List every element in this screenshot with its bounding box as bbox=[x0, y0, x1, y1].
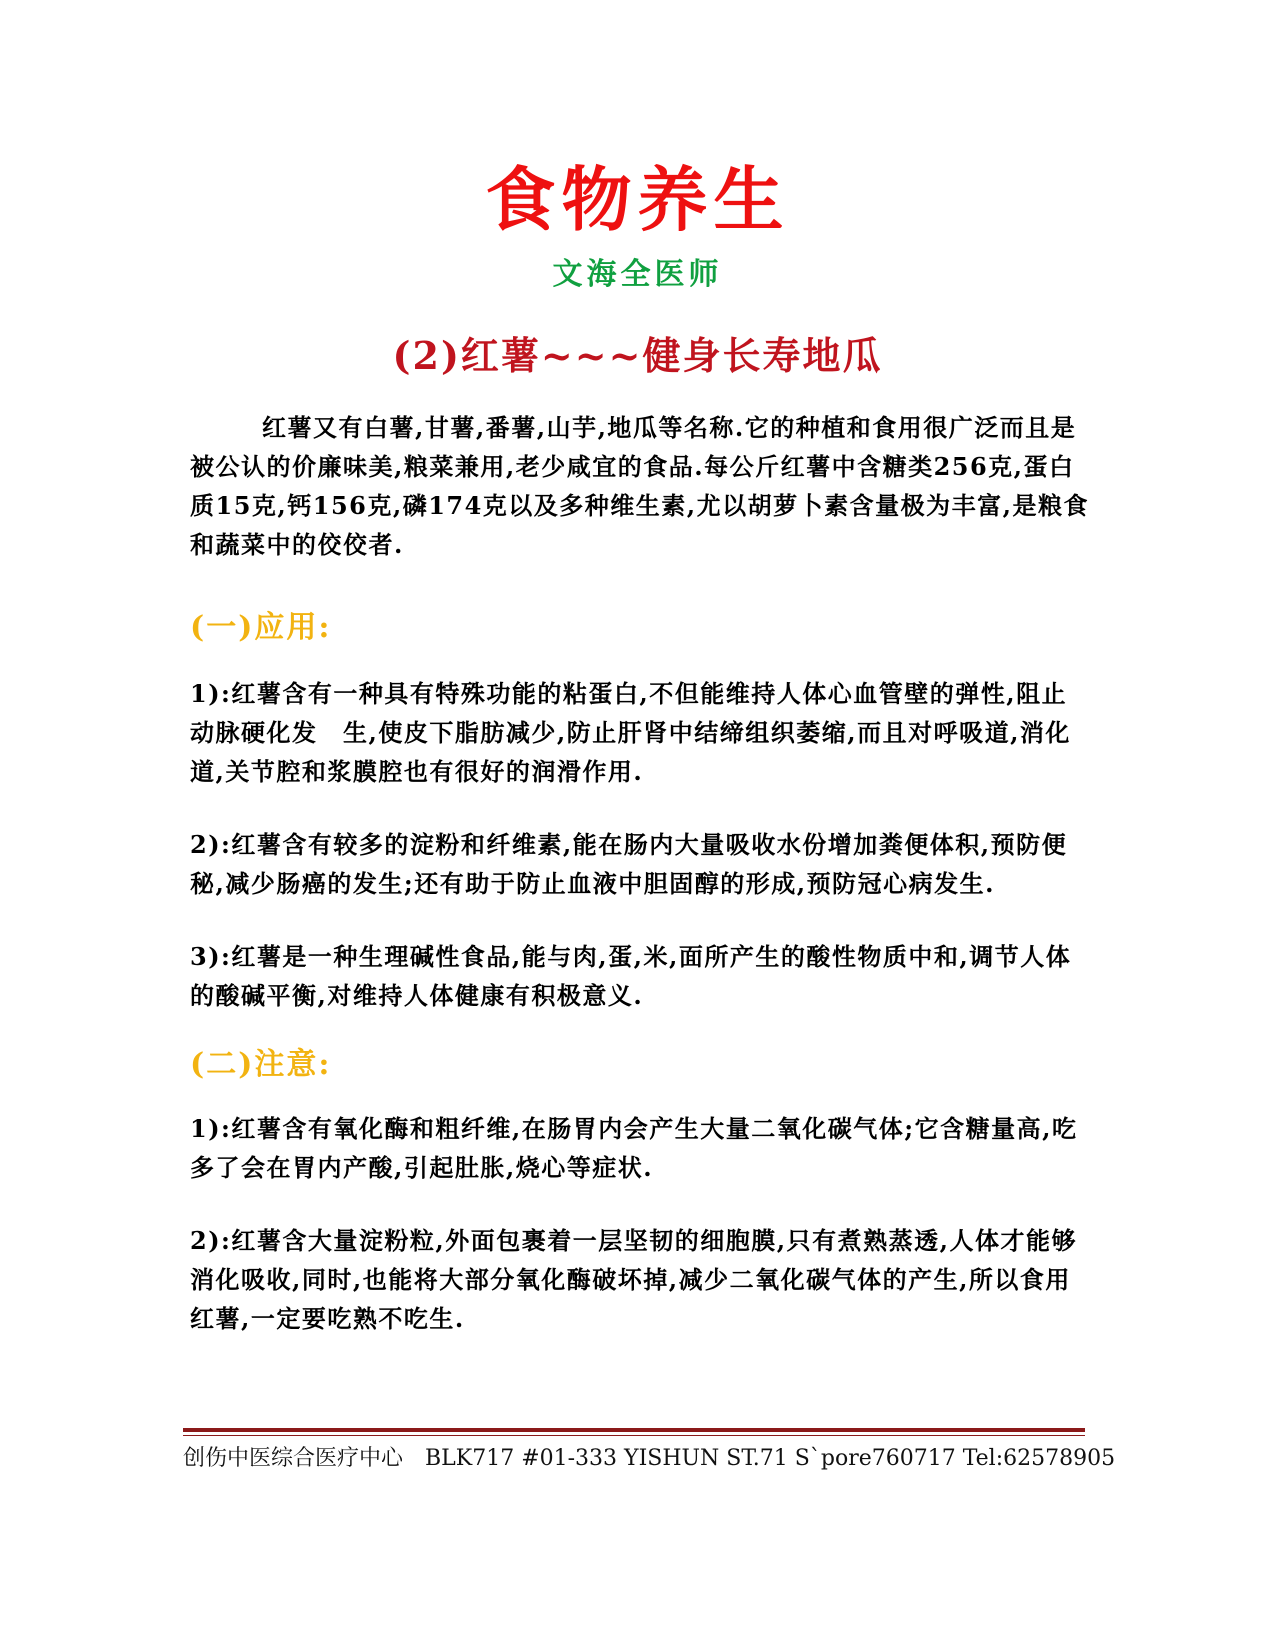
list-item: 1):红薯含有一种具有特殊功能的粘蛋白,不但能维持人体心血管壁的弹性,阻止动脉硬化发 生,使皮下脂肪减少,防止肝肾中结缔组织萎缩,而且对呼吸道,消化道,关节腔和浆膜腔也有很好的润滑作用. bbox=[190, 679, 1071, 786]
list-item: 3):红薯是一种生理碱性食品,能与肉,蛋,米,面所产生的酸性物质中和,调节人体的酸碱平衡,对维持人体健康有积极意义. bbox=[190, 942, 1072, 1010]
footer-divider bbox=[183, 1428, 1085, 1432]
section-heading-caution: (二)注意: bbox=[190, 1047, 332, 1082]
list-item: 2):红薯含有较多的淀粉和纤维素,能在肠内大量吸收水份增加粪便体积,预防便秘,减少肠癌的发生;还有助于防止血液中胆固醇的形成,预防冠心病发生. bbox=[190, 830, 1068, 898]
list-item: 1):红薯含有氧化酶和粗纤维,在肠胃内会产生大量二氧化碳气体;它含糖量高,吃多了会在胃内产酸,引起肚胀,烧心等症状. bbox=[190, 1114, 1078, 1182]
paragraph-gap bbox=[190, 791, 1090, 825]
article-body bbox=[190, 408, 1090, 1338]
article-subtitle: (2)红薯~~~健身长寿地瓜 bbox=[392, 333, 883, 378]
footer-divider-thin bbox=[183, 1435, 1085, 1436]
intro-paragraph: 红薯又有白薯,甘薯,番薯,山芋,地瓜等名称.它的种植和食用很广泛而且是被公认的价廉味美,粮菜兼用,老少咸宜的食品.每公斤红薯中含糖类256克,蛋白质15克,钙156克,磷174克以及多种维生素,尤以胡萝卜素含量极为丰富,是粮食和蔬菜中的佼佼者. bbox=[190, 413, 1090, 559]
list-item: 2):红薯含大量淀粉粒,外面包裹着一层坚韧的细胞膜,只有煮熟蒸透,人体才能够消化吸收,同时,也能将大部分氧化酶破坏掉,减少二氧化碳气体的产生,所以食用红薯,一定要吃熟不吃生. bbox=[190, 1226, 1077, 1333]
footer-address: 创伤中医综合医疗中心 BLK717 #01-333 YISHUN ST.71 S`pore760717 Tel:62578905 bbox=[183, 1446, 1116, 1471]
paragraph-gap bbox=[190, 903, 1090, 937]
section-heading-application: (一)应用: bbox=[190, 610, 332, 645]
paragraph-gap bbox=[190, 1187, 1090, 1221]
author-line: 文海全医师 bbox=[552, 257, 723, 292]
page-title: 食物养生 bbox=[485, 158, 790, 241]
